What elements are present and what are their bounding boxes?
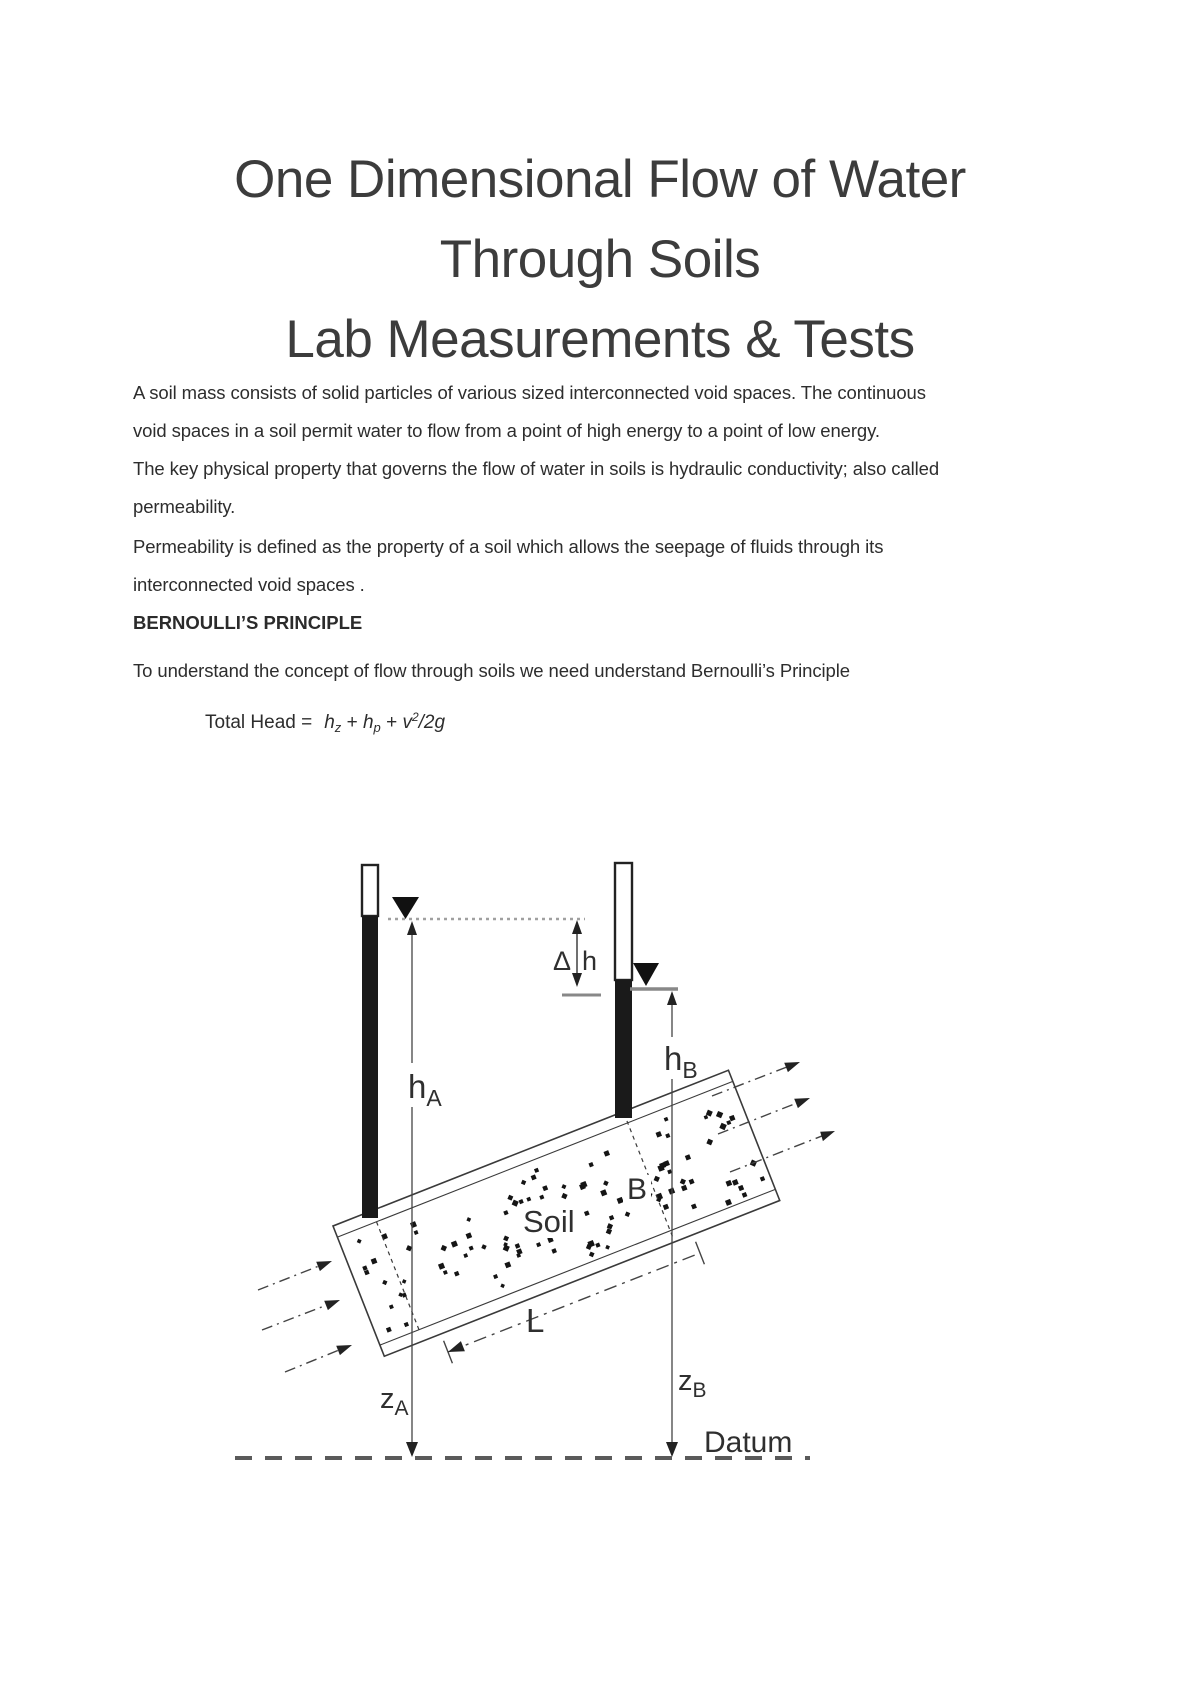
paragraph-3 [133,528,883,604]
formula-prefix: Total Head = [205,712,313,733]
head-line-b-down-arrowhead [666,1442,678,1457]
water-level-triangle-a [392,897,419,919]
inflow-arrow-line [262,1303,332,1330]
heading-text: BERNOULLI’S PRINCIPLE [133,612,363,633]
inflow-arrowhead [324,1300,340,1310]
water-level-triangle-b [633,963,659,986]
length-tick-left [444,1341,453,1363]
length-tick-right [696,1242,705,1264]
formula-denominator: /2g [418,712,446,733]
formula-h2: h [362,712,374,733]
datum [235,1426,810,1459]
inflow-arrows [258,1261,352,1372]
delta-h-dimension [553,920,601,995]
inflow-arrow-line [258,1264,324,1290]
paragraph-2 [133,450,939,526]
inflow-arrowhead [336,1345,352,1355]
delta-h-down-arrowhead [572,973,582,987]
formula-plus2: + [386,712,398,733]
outflow-arrowhead [794,1098,810,1108]
datum-label: Datum [704,1426,793,1459]
paragraph-line: permeability. [133,496,236,517]
piezometer-b [615,863,632,1118]
section-b-label: B [627,1173,648,1206]
formula-v: v [402,712,412,733]
paragraph-line: A soil mass consists of solid particles of various sized interconnected void spaces. The continuous [133,382,926,403]
bernoulli-soil-diagram [220,780,840,1480]
paragraph-line: To understand the concept of flow through soils we need understand Bernoulli’s Principle [133,660,850,681]
diagram-svg [220,780,840,1480]
formula-plus1: + [346,712,358,733]
zb-label: $z_B$ [678,1365,707,1402]
head-line-b-up-arrowhead [667,991,677,1005]
piezometer-a-empty-tube [362,865,378,916]
hb-label: $h_B$ [664,1040,698,1083]
outflow-arrowhead [784,1062,800,1072]
delta-label: Δ [553,946,572,976]
inflow-arrow-line [285,1348,344,1372]
za-label: $z_A$ [380,1383,409,1420]
formula-sub-z: z [334,720,342,735]
paragraph-line: The key physical property that governs the flow of water in soils is hydraulic conductivity; also called [133,458,940,479]
soil-label: Soil [523,1204,575,1239]
paragraph-line: void spaces in a soil permit water to flow from a point of high energy to a point of low energy. [133,420,880,441]
section-heading [133,604,362,642]
piezometer-a [362,865,378,1218]
ha-label: $h_A$ [408,1068,442,1111]
paragraph-4 [133,652,850,690]
outflow-arrowhead [820,1131,835,1141]
head-line-a-down-arrowhead [406,1442,418,1457]
formula-sup-2: 2 [411,710,419,724]
paragraph-line: Permeability is defined as the property of a soil which allows the seepage of fluids through its [133,536,884,557]
delta-h-label: h [582,946,598,976]
page-title-line2: Through Soils [439,230,761,289]
head-line-a-up-arrowhead [407,921,417,935]
delta-h-up-arrowhead [572,920,582,934]
piezometer-b-empty-tube [615,863,632,980]
piezometer-a-water-column [362,916,378,1218]
piezometer-b-water-column [615,980,632,1118]
length-arrowhead [448,1341,465,1352]
page-subtitle: Lab Measurements & Tests [285,310,915,369]
page-title-line1: One Dimensional Flow of Water [234,150,966,209]
length-label: L [526,1302,545,1339]
title-block [133,140,1067,380]
formula-h1: h [324,712,335,733]
formula-sub-p: p [373,720,381,735]
total-head-formula [205,698,445,747]
paragraph-line: interconnected void spaces . [133,574,365,595]
inflow-arrowhead [316,1261,332,1271]
paragraph-1 [133,374,926,450]
